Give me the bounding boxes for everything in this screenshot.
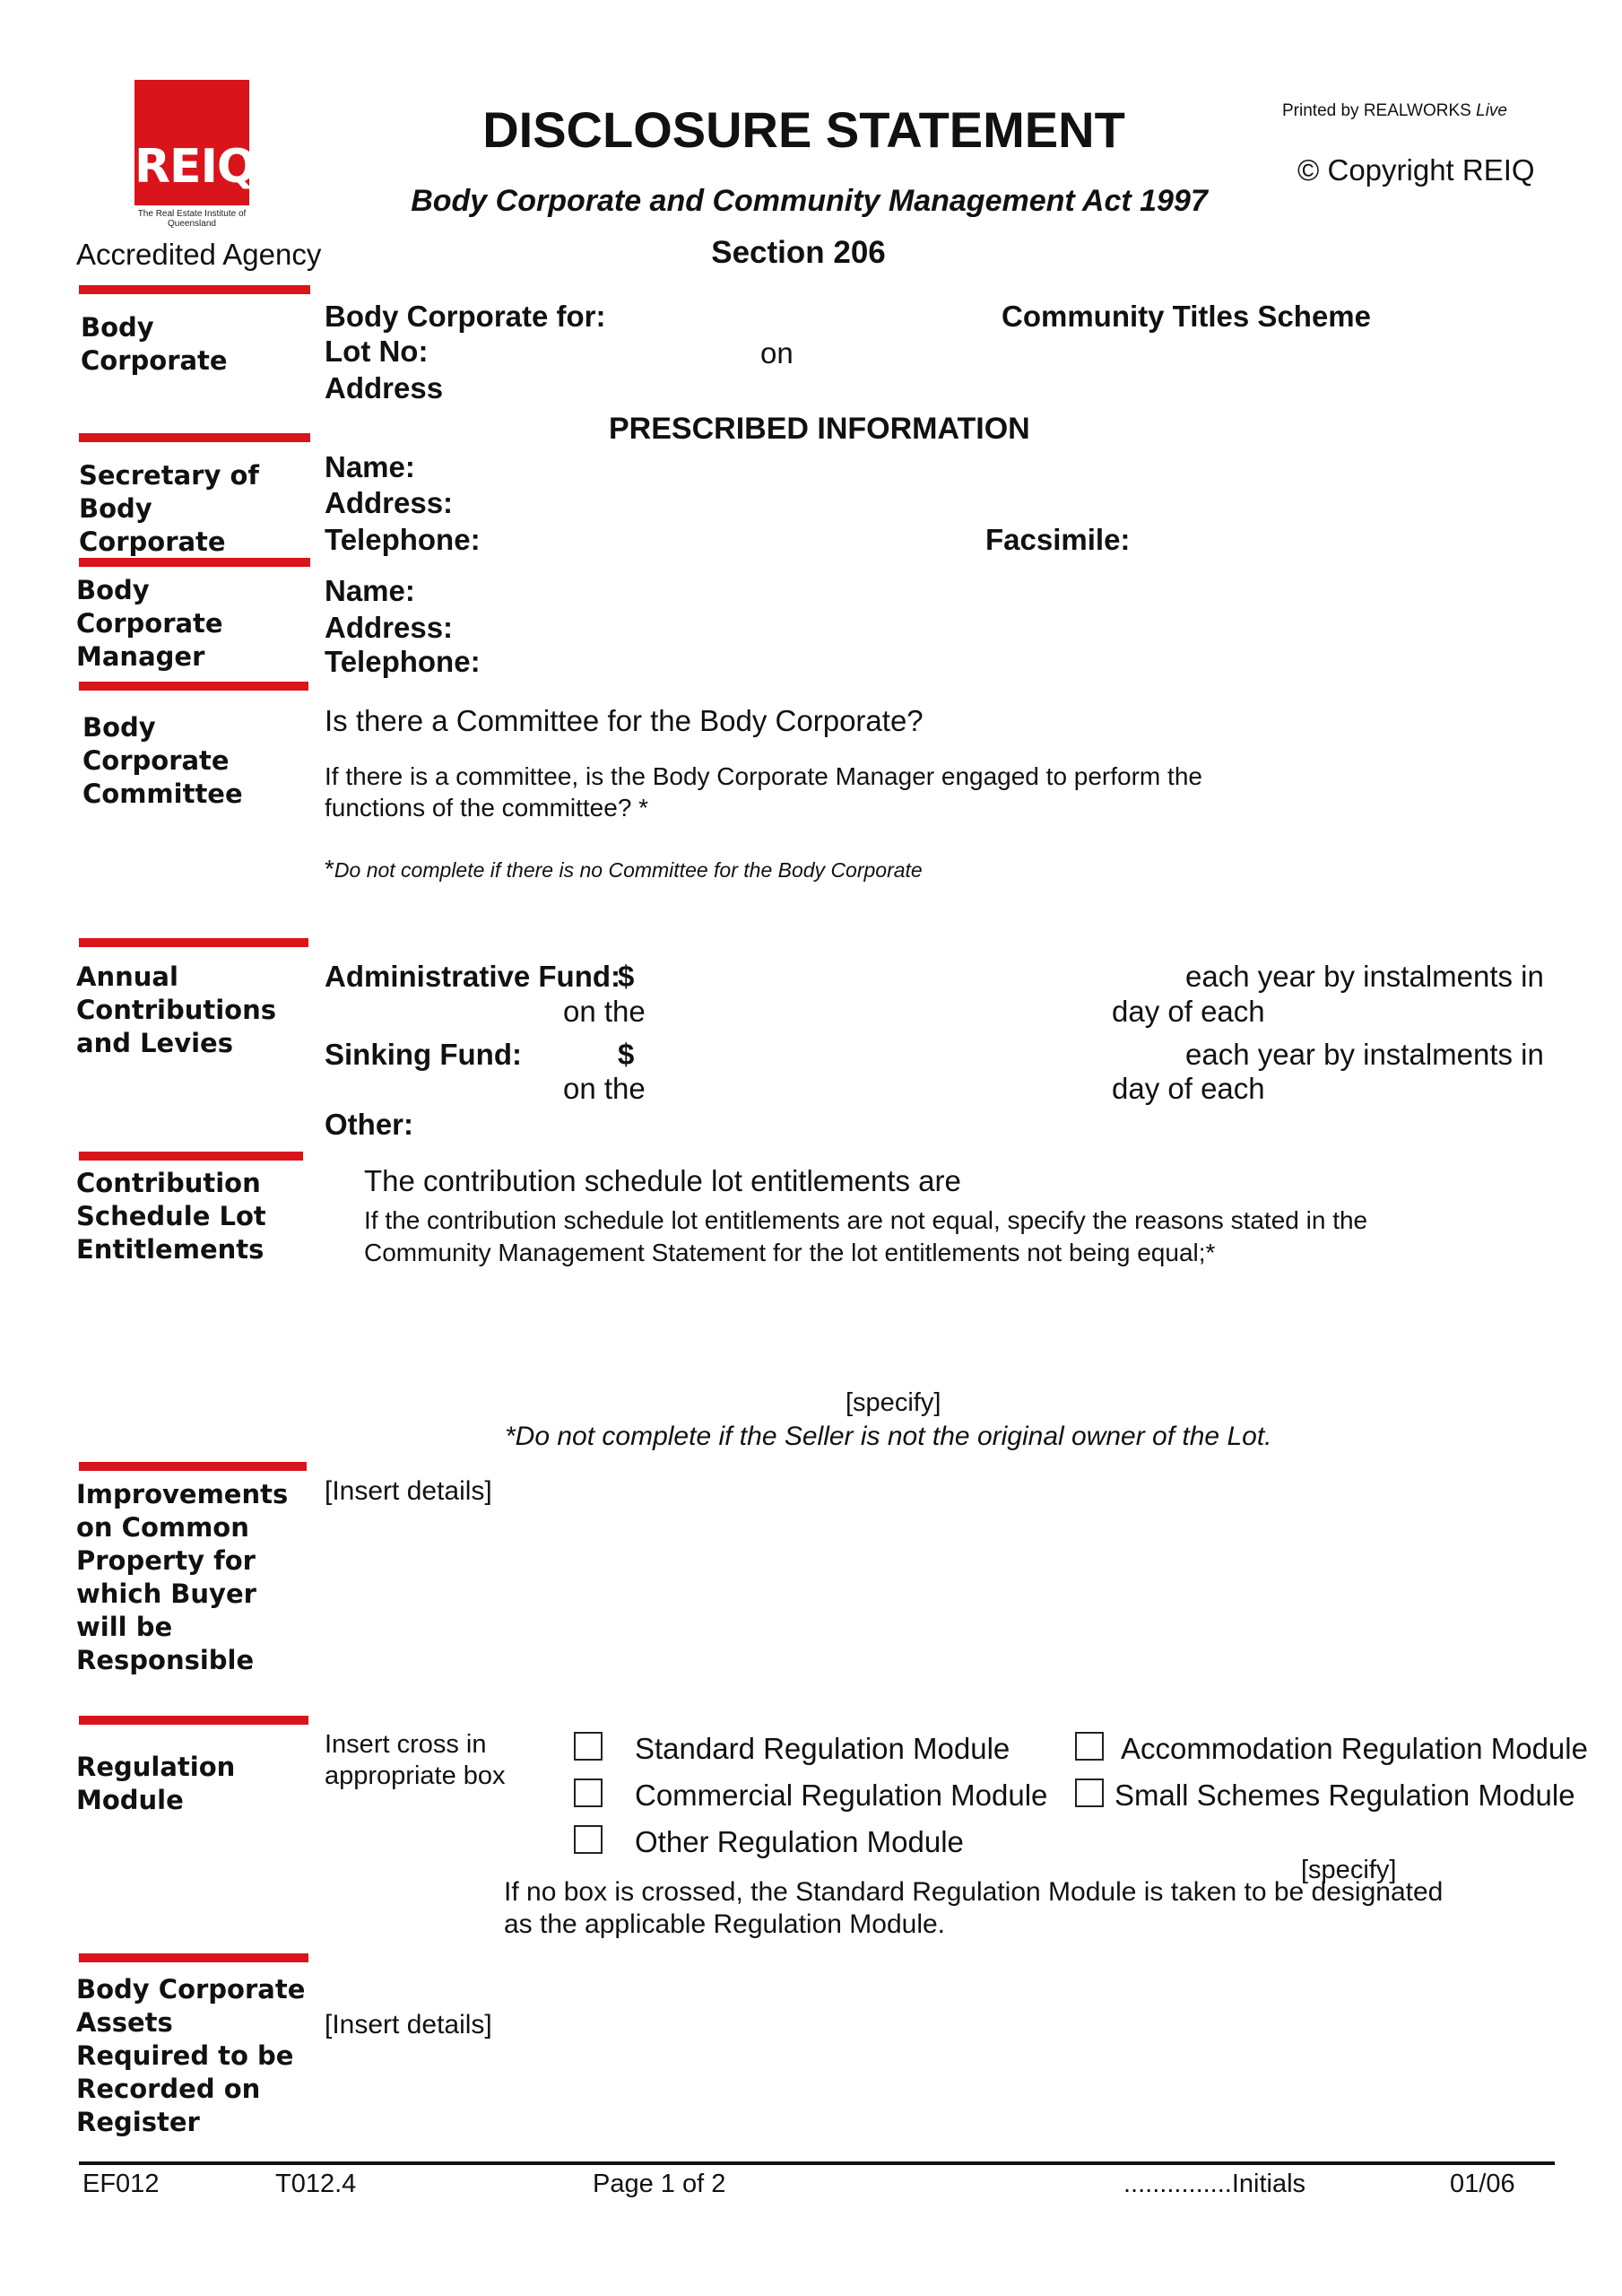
committee-question-2: If there is a committee, is the Body Corporate Manager engaged to perform the [325,762,1202,790]
body-corporate-for-label: Body Corporate for: [325,300,606,333]
accredited-agency: Accredited Agency [76,238,322,271]
admin-each-year: each year by instalments in [1185,960,1544,993]
manager-address-label: Address: [325,611,454,644]
entitlements-statement: The contribution schedule lot entitlements are [364,1164,961,1197]
page-title: DISCLOSURE STATEMENT [482,101,1125,158]
sinking-fund-dollar: $ [618,1038,635,1071]
regulation-note: If no box is crossed, the Standard Regulation Module is taken to be designated [504,1877,1444,1907]
entitlements-instruction: If the contribution schedule lot entitlements are not equal, specify the reasons stated in the [364,1206,1368,1234]
commercial-regulation-label: Commercial Regulation Module [635,1779,1048,1812]
sinking-fund-label: Sinking Fund: [325,1038,522,1071]
committee-question-2-cont: functions of the committee? * [325,794,649,822]
improvements-details: [Insert details] [325,1476,492,1506]
printed-by [1282,100,1507,122]
admin-fund-label: Administrative Fund: [325,960,621,993]
small-schemes-regulation-label: Small Schemes Regulation Module [1115,1779,1575,1812]
footer-date: 01/06 [1450,2170,1515,2198]
section-divider [79,1152,303,1161]
printed-by-brand: REALWORKS [1363,101,1471,120]
section-label-assets: Body Corporate Assets Required to be Recorded on Register [76,1974,306,2137]
section-divider [79,938,308,947]
on-label: on [760,336,794,370]
prescribed-information-heading: PRESCRIBED INFORMATION [609,412,1030,446]
commercial-regulation-checkbox[interactable] [574,1779,603,1807]
small-schemes-regulation-checkbox[interactable] [1075,1779,1104,1807]
logo-subtitle: The Real Estate Institute of Queensland [137,209,247,229]
section-label-contributions: Annual Contributions and Levies [76,961,276,1058]
printed-by-text: Printed by [1282,101,1359,120]
footer-rule [79,2161,1555,2165]
lot-no-label: Lot No: [325,335,429,368]
entitlements-instruction-cont: Community Management Statement for the lot entitlements not being equal;* [364,1239,1216,1266]
section-divider [79,1462,307,1471]
footer-initials: ...............Initials [1123,2170,1306,2198]
scheme-label: Community Titles Scheme [1002,300,1372,333]
section-label-regulation: Regulation Module [76,1752,236,1815]
accommodation-regulation-checkbox[interactable] [1075,1732,1104,1761]
address-label: Address [325,371,444,404]
section-divider [79,682,308,691]
regulation-instruction: Insert cross in appropriate box [325,1730,506,1790]
section-label-entitlements: Contribution Schedule Lot Entitlements [76,1168,266,1265]
committee-question: Is there a Committee for the Body Corporate? [325,704,924,737]
section-divider [79,285,310,294]
other-regulation-label: Other Regulation Module [635,1825,964,1858]
sinking-on-the: on the [563,1072,646,1105]
secretary-name-label: Name: [325,450,415,483]
assets-details: [Insert details] [325,2010,492,2039]
printed-by-live: Live [1476,101,1507,120]
copyright: © Copyright REIQ [1297,153,1535,187]
footer-template-code: T012.4 [275,2170,357,2198]
regulation-note-cont: as the applicable Regulation Module. [504,1909,945,1939]
admin-day-of-each: day of each [1112,995,1265,1028]
sinking-each-year: each year by instalments in [1185,1038,1544,1071]
footer-form-code: EF012 [82,2170,160,2198]
admin-on-the: on the [563,995,646,1028]
section-label-secretary: Secretary of Body Corporate [79,460,259,557]
regulation-specify: [specify] [1301,1856,1397,1884]
secretary-address-label: Address: [325,486,454,519]
logo-text: REIQ [134,140,256,194]
committee-note-text: Do not complete if there is no Committee for the Body Corporate [334,858,923,882]
accommodation-regulation-label: Accommodation Regulation Module [1121,1732,1588,1765]
section-label-manager: Body Corporate Manager [76,575,223,672]
entitlements-note: *Do not complete if the Seller is not the original owner of the Lot. [505,1422,1272,1451]
secretary-facsimile-label: Facsimile: [985,523,1131,556]
section-divider [79,433,310,442]
footer-page-number: Page 1 of 2 [593,2170,726,2198]
committee-note-star: * [325,855,334,883]
section-divider [79,1953,308,1962]
section-number: Section 206 [711,235,886,270]
secretary-telephone-label: Telephone: [325,523,481,556]
manager-telephone-label: Telephone: [325,645,481,678]
section-divider [79,1716,308,1725]
standard-regulation-checkbox[interactable] [574,1732,603,1761]
entitlements-specify: [specify] [846,1388,941,1417]
admin-fund-dollar: $ [618,960,635,993]
section-label-committee: Body Corporate Committee [82,712,243,809]
section-label-body-corporate: Body Corporate [81,312,228,376]
manager-name-label: Name: [325,574,415,607]
other-label: Other: [325,1108,413,1141]
section-divider [79,558,310,567]
section-label-improvements: Improvements on Common Property for which Buyer will be Responsible [76,1479,289,1675]
other-regulation-checkbox[interactable] [574,1825,603,1854]
standard-regulation-label: Standard Regulation Module [635,1732,1010,1765]
act-subtitle: Body Corporate and Community Management Act 1997 [411,184,1208,218]
committee-note [325,856,923,883]
sinking-day-of-each: day of each [1112,1072,1265,1105]
